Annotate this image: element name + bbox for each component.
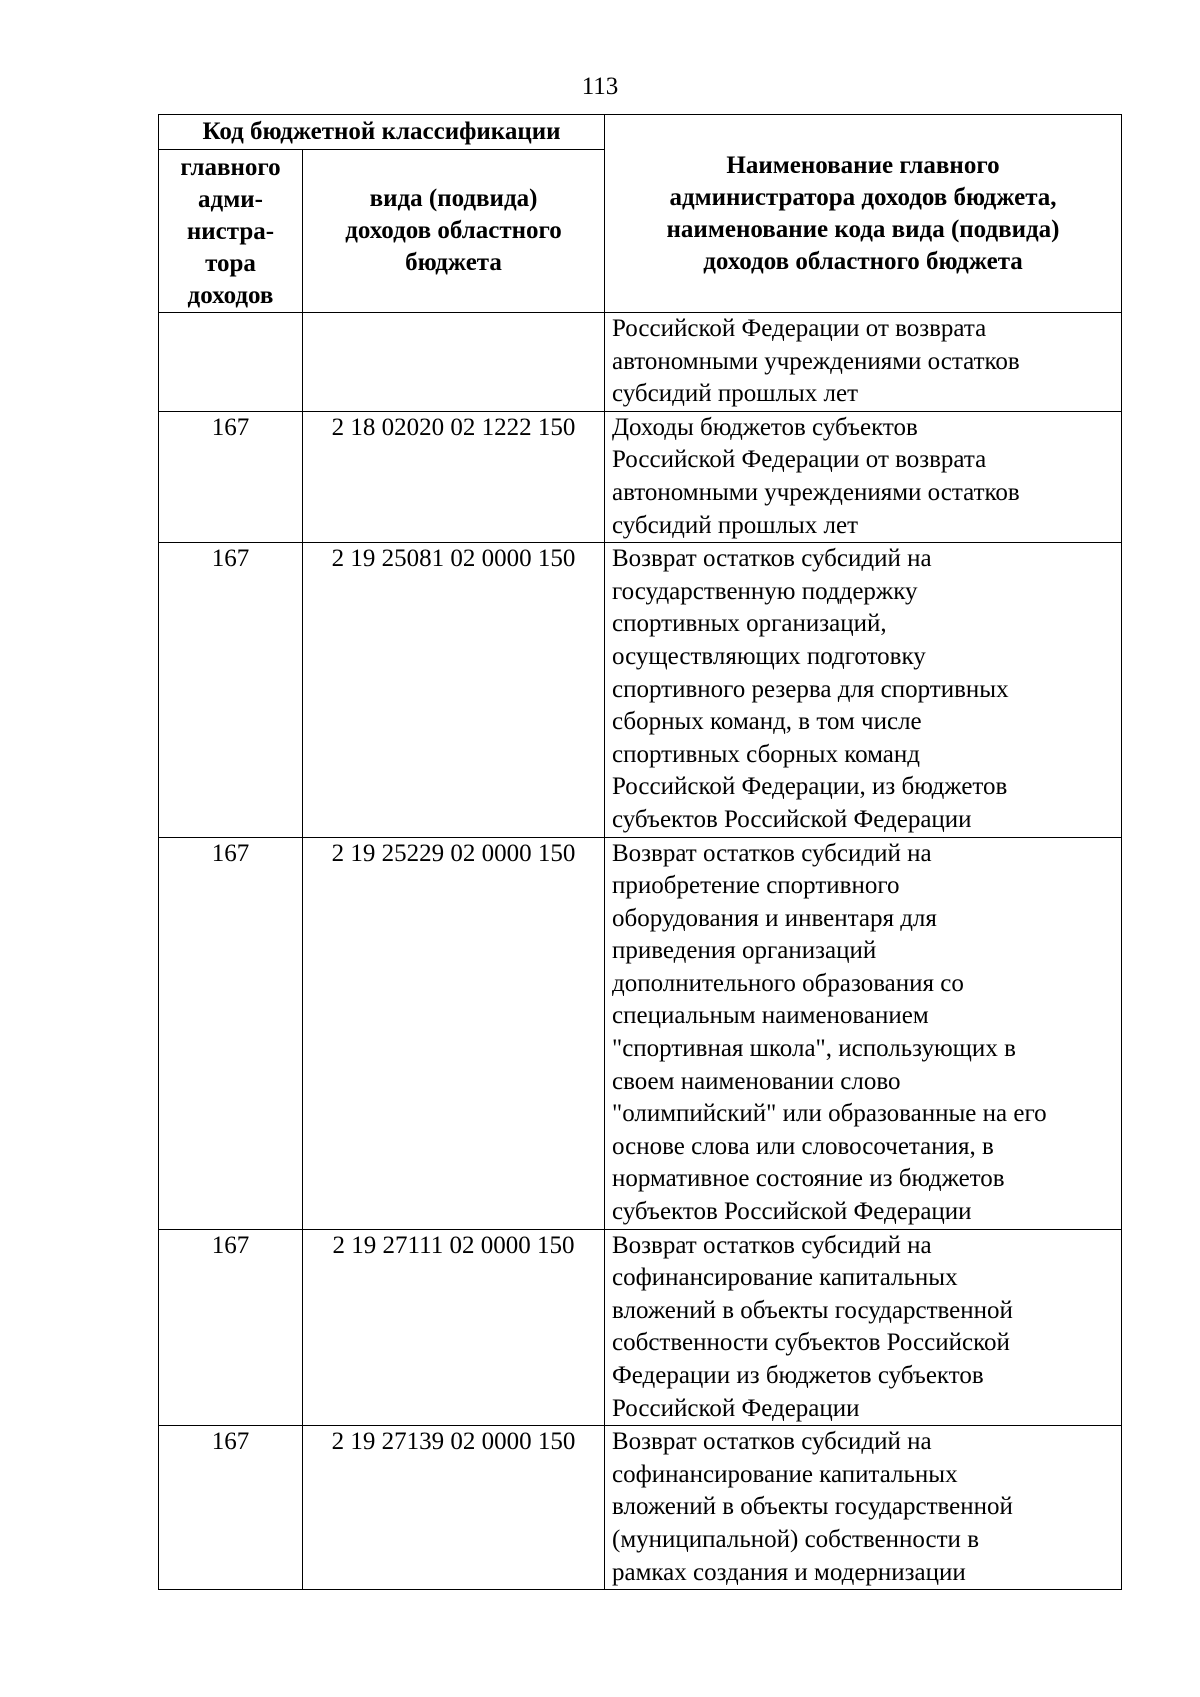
admin-code-cell <box>159 313 303 412</box>
name-line: субсидий прошлых лет <box>612 380 859 408</box>
name-line: собственности субъектов Российской <box>612 1329 1010 1357</box>
header-admin-line: адми- <box>198 186 263 213</box>
admin-code-cell: 167 <box>159 411 303 542</box>
name-line: Возврат остатков субсидий на <box>612 1428 932 1456</box>
name-line: субъектов Российской Федерации <box>612 805 972 833</box>
name-line: спортивных сборных команд <box>612 740 920 768</box>
name-line: Российской Федерации, из бюджетов <box>612 773 1008 801</box>
header-name-column <box>605 115 1122 313</box>
table-row <box>159 1229 1122 1426</box>
name-line: вложений в объекты государственной <box>612 1493 1013 1521</box>
name-line: Возврат остатков субсидий на <box>612 839 932 867</box>
name-line: "олимпийский" или образованные на его <box>612 1100 1047 1128</box>
header-admin-column <box>159 150 303 313</box>
name-line: своем наименовании слово <box>612 1067 901 1095</box>
header-name-line: наименование кода вида (подвида) <box>666 215 1060 243</box>
header-admin-line: доходов <box>187 282 274 309</box>
header-name-line: доходов областного бюджета <box>703 247 1023 275</box>
name-line: вложений в объекты государственной <box>612 1296 1013 1324</box>
admin-code-cell: 167 <box>159 543 303 837</box>
name-line: Доходы бюджетов субъектов <box>612 413 918 441</box>
income-name-cell <box>605 543 1122 837</box>
name-line: рамках создания и модернизации <box>612 1558 966 1586</box>
table-row <box>159 837 1122 1229</box>
header-kind-line: бюджета <box>405 249 502 276</box>
name-line: нормативное состояние из бюджетов <box>612 1165 1005 1193</box>
name-line: осуществляющих подготовку <box>612 642 926 670</box>
admin-code-cell: 167 <box>159 1426 303 1590</box>
header-budget-classification-code: Код бюджетной классификации <box>159 115 605 150</box>
header-admin-line: главного <box>180 154 281 181</box>
name-line: сборных команд, в том числе <box>612 708 922 736</box>
name-line: Возврат остатков субсидий на <box>612 1231 932 1259</box>
income-name-cell <box>605 837 1122 1229</box>
name-line: "спортивная школа", использующих в <box>612 1035 1016 1063</box>
table-row <box>159 1426 1122 1590</box>
income-code-cell: 2 19 27139 02 0000 150 <box>303 1426 605 1590</box>
income-name-cell <box>605 1426 1122 1590</box>
income-name-cell <box>605 411 1122 542</box>
name-line: Федерации из бюджетов субъектов <box>612 1362 984 1389</box>
name-line: спортивного резерва для спортивных <box>612 675 1009 703</box>
admin-code-cell: 167 <box>159 1229 303 1426</box>
income-name-cell <box>605 1229 1122 1426</box>
name-line: (муниципальной) собственности в <box>612 1525 979 1553</box>
header-kind-line: вида (подвида) <box>369 185 538 212</box>
name-line: автономными учреждениями остатков <box>612 347 1020 375</box>
table-row <box>159 543 1122 837</box>
name-line: софинансирование капитальных <box>612 1264 958 1292</box>
admin-code-cell: 167 <box>159 837 303 1229</box>
name-line: Возврат остатков субсидий на <box>612 545 932 573</box>
name-line: государственную поддержку <box>612 577 918 605</box>
page-number: 113 <box>581 73 619 100</box>
name-line: Российской Федерации <box>612 1394 860 1422</box>
name-line: автономными учреждениями остатков <box>612 478 1020 506</box>
name-line: субсидий прошлых лет <box>612 511 859 539</box>
name-line: основе слова или словосочетания, в <box>612 1132 994 1160</box>
header-kind-line: доходов областного <box>345 217 562 244</box>
name-line: специальным наименованием <box>612 1002 929 1030</box>
name-line: спортивных организаций, <box>612 610 887 638</box>
name-line: оборудования и инвентаря для <box>612 904 937 932</box>
income-code-cell: 2 19 25081 02 0000 150 <box>303 543 605 837</box>
name-line: Российской Федерации от возврата <box>612 315 987 342</box>
header-kind-column <box>303 150 605 313</box>
income-code-cell: 2 19 25229 02 0000 150 <box>303 837 605 1229</box>
header-row-group <box>159 115 1122 150</box>
name-line: субъектов Российской Федерации <box>612 1198 972 1226</box>
header-admin-line: нистра- <box>186 218 275 245</box>
table-row <box>159 411 1122 542</box>
income-code-cell: 2 18 02020 02 1222 150 <box>303 411 605 542</box>
income-code-cell <box>303 313 605 412</box>
table-row <box>159 313 1122 412</box>
name-line: приведения организаций <box>612 937 877 965</box>
income-name-cell <box>605 313 1122 412</box>
header-name-line: администратора доходов бюджета, <box>669 183 1057 211</box>
income-code-cell: 2 19 27111 02 0000 150 <box>303 1229 605 1426</box>
header-admin-line: тора <box>205 250 256 277</box>
name-line: дополнительного образования со <box>612 969 964 997</box>
budget-classification-table <box>158 114 1122 1590</box>
name-line: софинансирование капитальных <box>612 1460 958 1488</box>
name-line: Российской Федерации от возврата <box>612 446 987 474</box>
name-line: приобретение спортивного <box>612 872 900 900</box>
header-name-line: Наименование главного <box>726 151 1000 179</box>
